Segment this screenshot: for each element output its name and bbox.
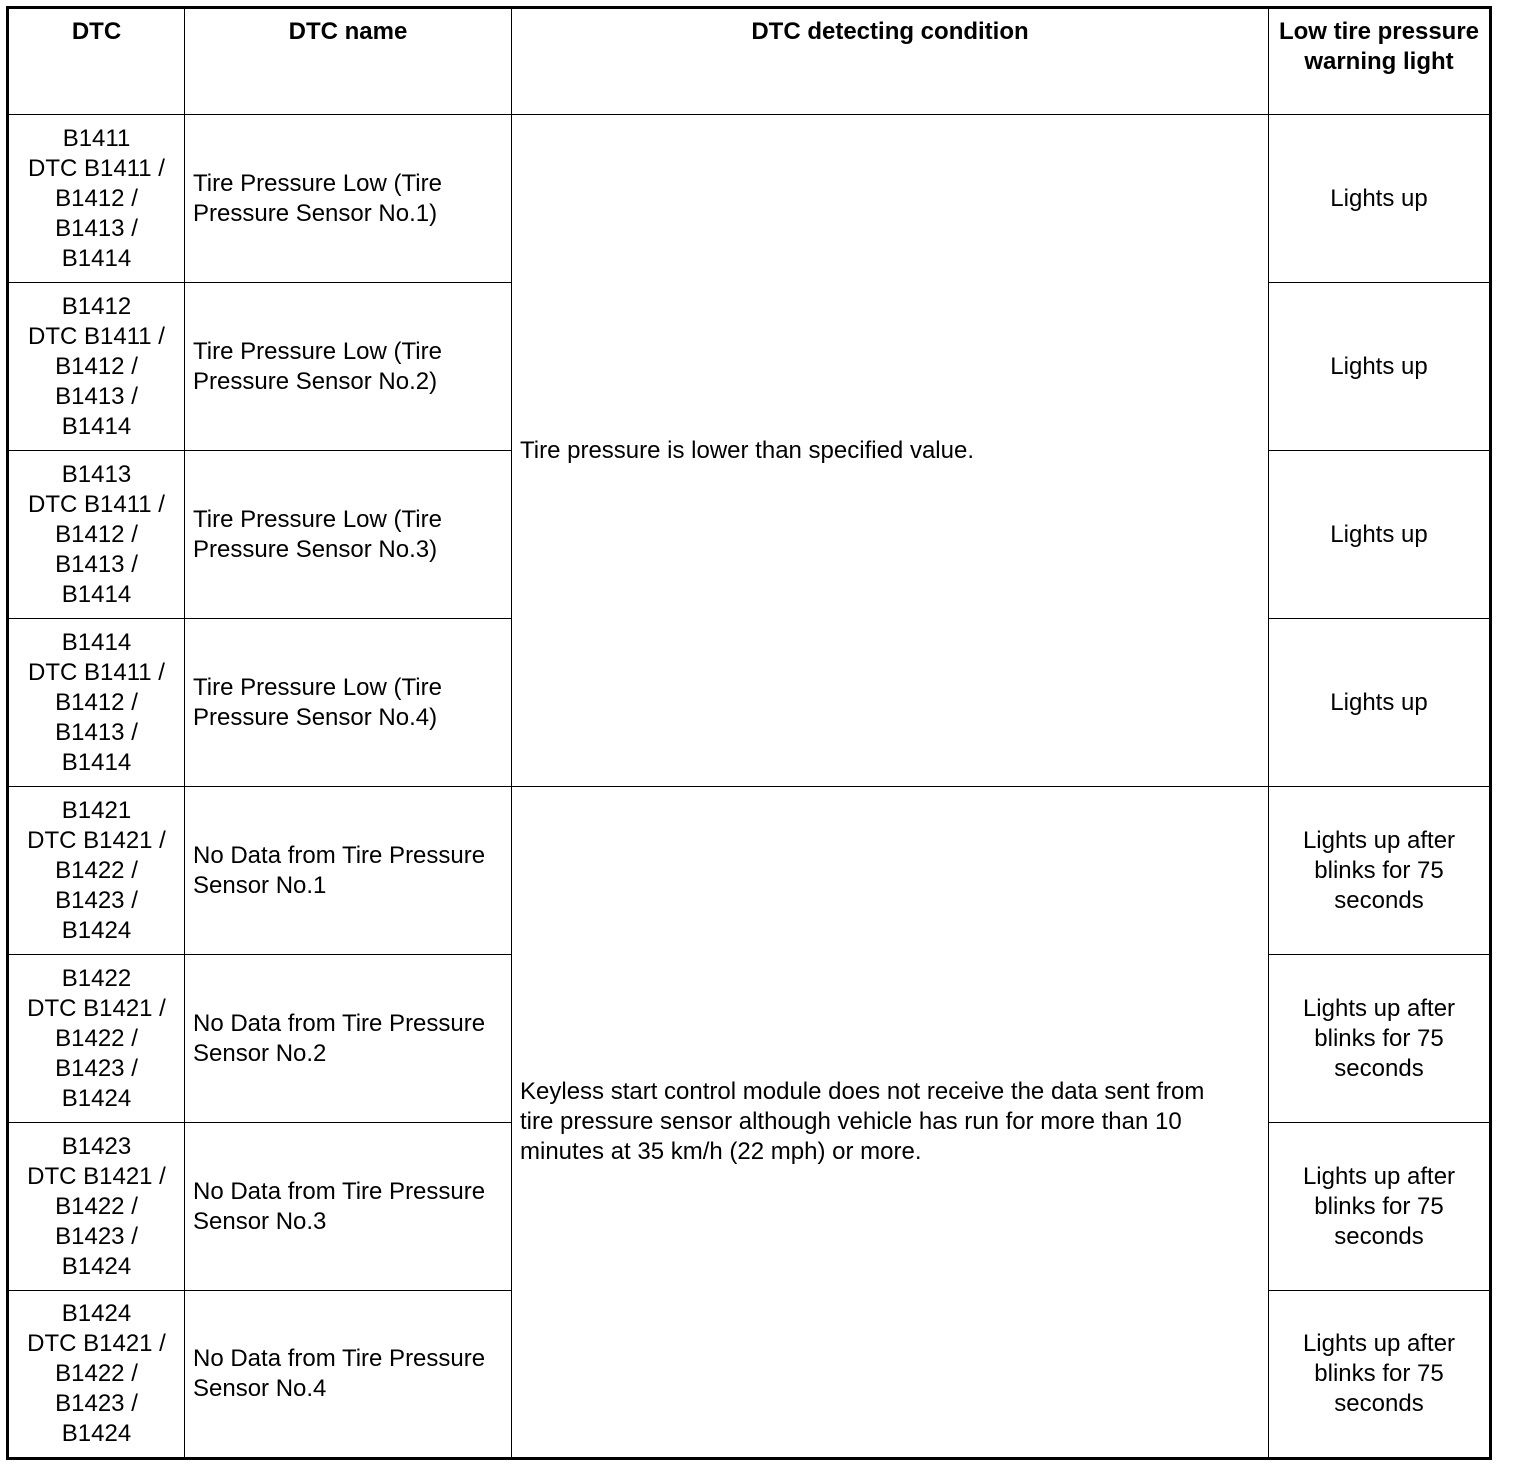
- header-detecting-condition: DTC detecting condition: [512, 8, 1269, 115]
- dtc-code-cell: [8, 1123, 185, 1291]
- detecting-condition: Keyless start control module does not receive the data sent from tire pressure sensor although vehicle has run for more than 10 minutes at 35 km/h (22 mph) or more.: [512, 787, 1269, 1459]
- dtc-code: B1421: [61, 796, 132, 824]
- dtc-ref-line: B1422 /: [55, 1024, 138, 1052]
- dtc-code: B1414: [61, 628, 132, 656]
- dtc-ref-line: DTC B1421 /: [27, 1162, 166, 1190]
- dtc-ref-line: B1413 /: [55, 718, 138, 746]
- warning-light-status: Lights up after blinks for 75 seconds: [1269, 787, 1491, 955]
- header-dtc: DTC: [8, 8, 185, 115]
- dtc-ref-line: DTC B1411 /: [28, 658, 165, 686]
- dtc-ref-line: DTC B1411 /: [28, 322, 165, 350]
- dtc-name: Tire Pressure Low (Tire Pressure Sensor No.2): [185, 283, 512, 451]
- table-row: [8, 115, 1491, 283]
- dtc-name: Tire Pressure Low (Tire Pressure Sensor No.4): [185, 619, 512, 787]
- dtc-ref-line: B1422 /: [55, 856, 138, 884]
- dtc-ref-line: B1424: [61, 1084, 132, 1112]
- warning-light-status: Lights up: [1269, 451, 1491, 619]
- dtc-code-cell: [8, 1291, 185, 1459]
- dtc-code: B1412: [61, 292, 132, 320]
- dtc-ref-line: B1413 /: [55, 382, 138, 410]
- dtc-ref-line: B1413 /: [55, 550, 138, 578]
- dtc-ref-line: B1424: [61, 1252, 132, 1280]
- dtc-ref-line: DTC B1421 /: [27, 1330, 166, 1357]
- dtc-ref-line: B1422 /: [55, 1192, 138, 1220]
- dtc-name: No Data from Tire Pressure Sensor No.1: [185, 787, 512, 955]
- warning-light-status: Lights up after blinks for 75 seconds: [1269, 1291, 1491, 1459]
- dtc-name: Tire Pressure Low (Tire Pressure Sensor No.1): [185, 115, 512, 283]
- header-warning-light: Low tire pressure warning light: [1269, 8, 1491, 115]
- dtc-ref-line: B1413 /: [55, 214, 138, 242]
- dtc-code: B1411: [62, 124, 131, 152]
- dtc-ref-line: B1414: [61, 412, 132, 440]
- warning-light-status: Lights up: [1269, 283, 1491, 451]
- warning-light-status: Lights up: [1269, 115, 1491, 283]
- warning-light-status: Lights up after blinks for 75 seconds: [1269, 1123, 1491, 1291]
- table-row: [8, 787, 1491, 955]
- detecting-condition: Tire pressure is lower than specified value.: [512, 115, 1269, 787]
- dtc-ref-line: B1414: [61, 580, 132, 608]
- dtc-ref-line: DTC B1421 /: [27, 826, 166, 854]
- dtc-code: B1424: [61, 1300, 132, 1327]
- dtc-ref-line: B1423 /: [55, 1054, 138, 1082]
- dtc-ref-line: B1412 /: [55, 352, 138, 380]
- dtc-ref-line: DTC B1411 /: [28, 490, 165, 518]
- dtc-name: No Data from Tire Pressure Sensor No.2: [185, 955, 512, 1123]
- dtc-name: No Data from Tire Pressure Sensor No.3: [185, 1123, 512, 1291]
- dtc-ref-line: B1424: [61, 916, 132, 944]
- header-dtc-name: DTC name: [185, 8, 512, 115]
- dtc-ref-line: DTC B1421 /: [27, 994, 166, 1022]
- dtc-code: B1422: [61, 964, 132, 992]
- dtc-ref-line: B1423 /: [55, 1222, 138, 1250]
- dtc-ref-line: B1412 /: [55, 184, 138, 212]
- dtc-code-cell: [8, 115, 185, 283]
- dtc-code-cell: [8, 283, 185, 451]
- dtc-code-cell: [8, 955, 185, 1123]
- dtc-name: Tire Pressure Low (Tire Pressure Sensor No.3): [185, 451, 512, 619]
- dtc-ref-line: B1424: [61, 1420, 132, 1447]
- warning-light-status: Lights up after blinks for 75 seconds: [1269, 955, 1491, 1123]
- dtc-table: [6, 6, 1492, 1460]
- header-row: [8, 8, 1491, 115]
- dtc-name: No Data from Tire Pressure Sensor No.4: [185, 1291, 512, 1459]
- dtc-ref-line: B1414: [61, 748, 132, 776]
- warning-light-status: Lights up: [1269, 619, 1491, 787]
- dtc-code: B1413: [61, 460, 132, 488]
- dtc-ref-line: B1412 /: [55, 688, 138, 716]
- dtc-ref-line: B1414: [61, 244, 132, 272]
- dtc-ref-line: B1422 /: [55, 1360, 138, 1387]
- dtc-ref-line: B1423 /: [55, 1390, 138, 1417]
- dtc-code: B1423: [61, 1132, 132, 1160]
- dtc-code-cell: [8, 451, 185, 619]
- dtc-ref-line: DTC B1411 /: [28, 154, 165, 182]
- dtc-code-cell: [8, 619, 185, 787]
- dtc-ref-line: B1423 /: [55, 886, 138, 914]
- dtc-code-cell: [8, 787, 185, 955]
- dtc-ref-line: B1412 /: [55, 520, 138, 548]
